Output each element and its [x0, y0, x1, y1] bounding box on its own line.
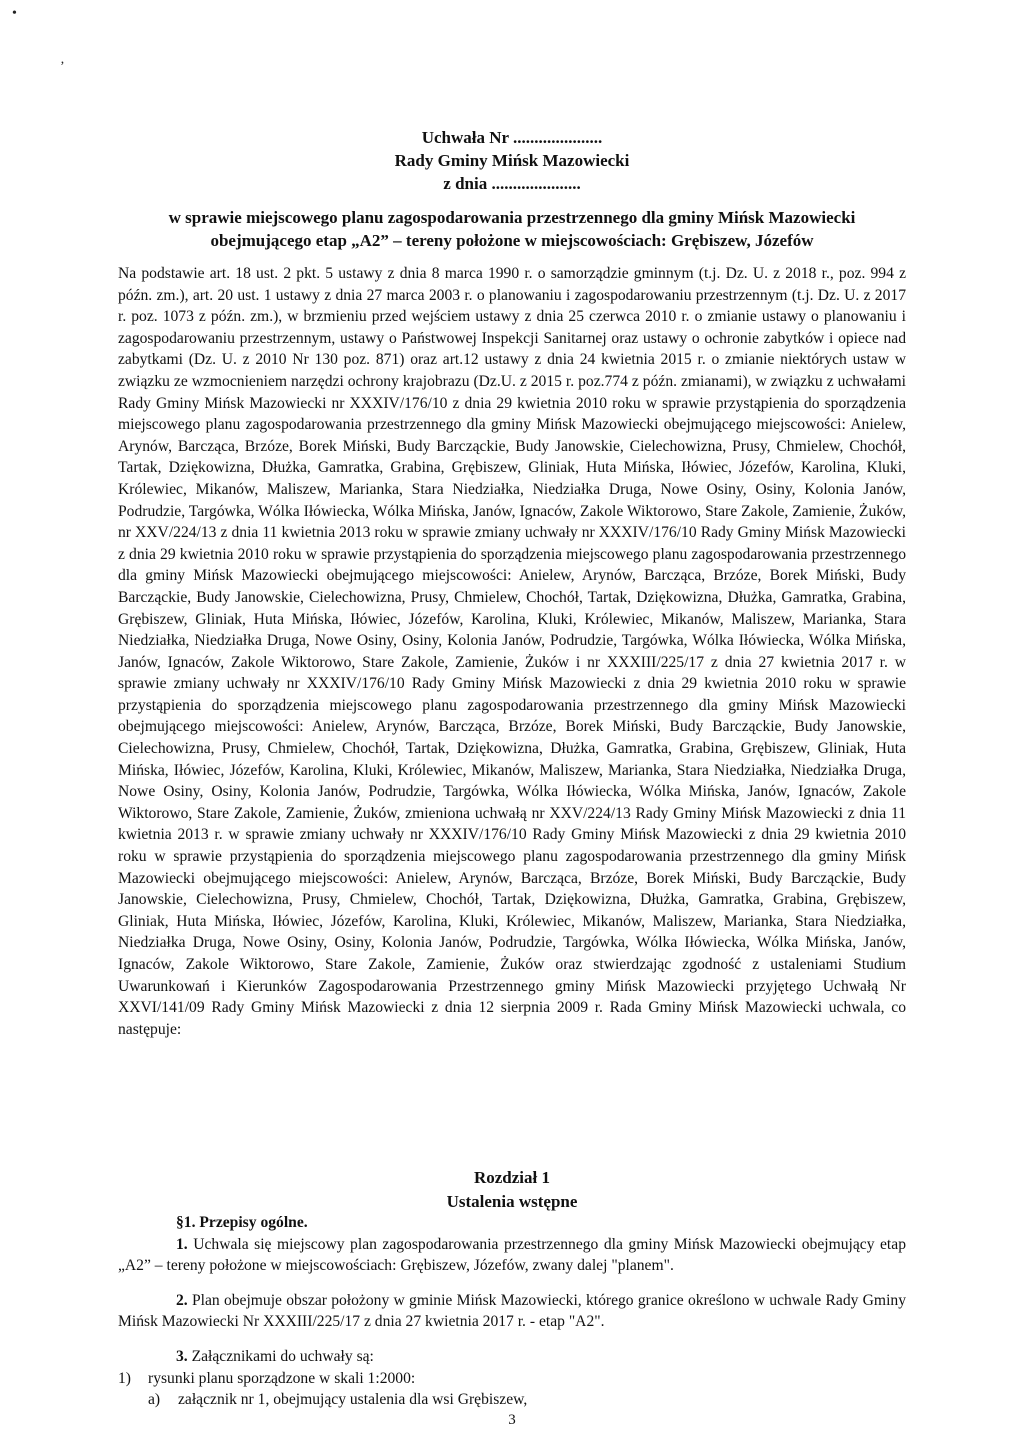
chapter-title: Rozdział 1: [473, 1168, 551, 1187]
page-number: 3: [508, 1412, 516, 1428]
section-1: [118, 1212, 906, 1411]
paragraph-1: [118, 1234, 906, 1277]
scan-mark: •: [12, 6, 17, 21]
council-name: Rady Gminy Mińsk Mazowiecki: [394, 151, 630, 170]
scan-mark: ‚: [60, 52, 65, 67]
preamble-text: Na podstawie art. 18 ust. 2 pkt. 5 ustawy z dnia 8 marca 1990 r. o samorządzie gminnym (t.j. Dz. U. z 2018 r., poz. 994 z późn. zm.), art. 20 ust. 1 ustawy z dnia 27 marca 2003 r. o planowaniu i zagospodarowaniu przestrzennym (t.j. Dz. U. z 2017 r. poz. 1073 z późn. zm.), w brzmieniu przed wejściem ustawy z dnia 25 czerwca 2010 r. o zmianie ustawy o planowaniu i zagospodarowaniu przestrzennym, ustawy o Państwowej Inspekcji Sanitarnej oraz ustawy o ochronie zabytków i opiece nad zabytkami (Dz. U. z 2010 Nr 130 poz. 871) oraz art.12 ustawy z dnia 24 kwietnia 2015 r. o zmianie niektórych ustaw w związku ze wzmocnieniem narzędzi ochrony krajobrazu (Dz.U. z 2015 r. poz.774 z późn. zmianami), w związku z uchwałami Rady Gminy Mińsk Mazowiecki nr XXXIV/176/10 z dnia 29 kwietnia 2010 roku w sprawie przystąpienia do sporządzenia miejscowego planu zagospodarowania przestrzennego dla gminy Mińsk Mazowiecki obejmującego miejscowości: Anielew, Arynów, Barcząca, Brzóze, Borek Miński, Budy Barcząckie, Budy Janowskie, Cielechowizna, Prusy, Chmielew, Chochół, Tartak, Dziękowizna, Dłużka, Gamratka, Grabina, Grębiszew, Gliniak, Huta Mińska, Iłówiec, Józefów, Karolina, Kluki, Królewiec, Mikanów, Maliszew, Marianka, Stara Niedziałka, Niedziałka Druga, Nowe Osiny, Osiny, Kolonia Janów, Podrudzie, Targówka, Wólka Iłówiecka, Wólka Mińska, Janów, Ignaców, Zakole Wiktorowo, Stare Zakole, Zamienie, Żuków, nr XXV/224/13 z dnia 11 kwietnia 2013 roku w sprawie zmiany uchwały nr XXXIV/176/10 Rady Gminy Mińsk Mazowiecki z dnia 29 kwietnia 2010 roku w sprawie przystąpienia do sporządzenia miejscowego planu zagospodarowania przestrzennego dla gminy Mińsk Mazowiecki obejmującego miejscowości: Anielew, Arynów, Barcząca, Brzóze, Borek Miński, Budy Barcząckie, Budy Janowskie, Cielechowizna, Prusy, Chmielew, Chochół, Tartak, Dziękowizna, Dłużka, Gamratka, Grabina, Grębiszew, Gliniak, Huta Mińska, Iłówiec, Józefów, Karolina, Kluki, Królewiec, Mikanów, Maliszew, Marianka, Stara Niedziałka, Niedziałka Druga, Nowe Osiny, Osiny, Kolonia Janów, Podrudzie, Targówka, Wólka Iłówiecka, Wólka Mińska, Janów, Ignaców, Zakole Wiktorowo, Stare Zakole, Zamienie, Żuków i nr XXXIII/225/17 z dnia 27 kwietnia 2017 r. w sprawie zmiany uchwały nr XXXIV/176/10 Rady Gminy Mińsk Mazowiecki z dnia 29 kwietnia 2010 roku w sprawie przystąpienia do sporządzenia miejscowego planu zagospodarowania przestrzennego dla gminy Mińsk Mazowiecki obejmującego miejscowości: Anielew, Arynów, Barcząca, Brzóze, Borek Miński, Budy Barcząckie, Budy Janowskie, Cielechowizna, Prusy, Chmielew, Chochół, Tartak, Dziękowizna, Dłużka, Gamratka, Grabina, Grębiszew, Gliniak, Huta Mińska, Iłówiec, Józefów, Karolina, Kluki, Królewiec, Mikanów, Maliszew, Marianka, Stara Niedziałka, Niedziałka Druga, Nowe Osiny, Osiny, Kolonia Janów, Podrudzie, Targówka, Wólka Iłówiecka, Wólka Mińska, Janów, Ignaców, Zakole Wiktorowo, Stare Zakole, Zamienie, Żuków, zmieniona uchwałą nr XXV/224/13 Rady Gminy Mińsk Mazowiecki z dnia 11 kwietnia 2013 r. w sprawie zmiany uchwały nr XXXIV/176/10 Rady Gminy Mińsk Mazowiecki z dnia 29 kwietnia 2010 roku w sprawie przystąpienia do sporządzenia miejscowego planu zagospodarowania przestrzennego dla gminy Mińsk Mazowiecki obejmującego miejscowości: Anielew, Arynów, Barcząca, Brzóze, Borek Miński, Budy Barcząckie, Budy Janowskie, Cielechowizna, Prusy, Chmielew, Chochół, Tartak, Dziękowizna, Dłużka, Gamratka, Grabina, Grębiszew, Gliniak, Huta Mińska, Iłówiec, Józefów, Karolina, Kluki, Królewiec, Mikanów, Maliszew, Marianka, Stara Niedziałka, Niedziałka Druga, Nowe Osiny, Osiny, Kolonia Janów, Podrudzie, Targówka, Wólka Iłówiecka, Wólka Mińska, Janów, Ignaców, Zakole Wiktorowo, Stare Zakole, Zamienie, Żuków oraz stwierdzając zgodność z ustaleniami Studium Uwarunkowań i Kierunków Zagospodarowania Przestrzennego gminy Mińsk Mazowiecki przyjętego Uchwałą Nr XXVI/141/09 Rady Gminy Mińsk Mazowiecki z dnia 12 sierpnia 2009 r. Rada Gminy Mińsk Mazowiecki uchwala, co następuje:: [118, 265, 906, 1038]
subject-line: obejmującego etap „A2” – tereny położone w miejscowościach: Grębiszew, Józefów: [210, 231, 814, 250]
resolution-number: Uchwała Nr .....................: [421, 128, 603, 147]
list-text: załącznik nr 1, obejmujący ustalenia dla wsi Grębiszew,: [178, 1391, 528, 1409]
subject-line: w sprawie miejscowego planu zagospodarowania przestrzennego dla gminy Mińsk Mazowiecki: [168, 208, 856, 227]
paragraph-number: 3.: [176, 1347, 188, 1365]
resolution-subject: [132, 206, 892, 252]
resolution-header: [0, 126, 1024, 195]
paragraph-number: 1.: [176, 1235, 188, 1253]
resolution-date: z dnia .....................: [443, 174, 581, 193]
paragraph-number: 2.: [176, 1291, 188, 1309]
paragraph-3: [118, 1346, 906, 1368]
paragraph-text: Załącznikami do uchwały są:: [187, 1347, 374, 1365]
list-number: 1): [118, 1369, 131, 1387]
list-item: [118, 1389, 906, 1411]
list-text: rysunki planu sporządzone w skali 1:2000:: [148, 1369, 416, 1387]
paragraph-text: Uchwala się miejscowy plan zagospodarowania przestrzennego dla gminy Mińsk Mazowiecki obejmujący etap „A2” – tereny położone w miejscowościach: Grębiszew, Józefów, zwany dalej "planem".: [118, 1235, 906, 1275]
list-item: [118, 1368, 906, 1390]
preamble: [118, 263, 906, 1040]
paragraph-text: Plan obejmuje obszar położony w gminie Mińsk Mazowiecki, którego granice określono w uchwale Rady Gminy Mińsk Mazowiecki Nr XXXIII/225/17 z dnia 27 kwietnia 2017 r. - etap "A2".: [118, 1291, 906, 1331]
chapter-subtitle: Ustalenia wstępne: [446, 1192, 578, 1211]
section-heading: §1. Przepisy ogólne.: [176, 1214, 308, 1231]
list-letter: a): [148, 1391, 161, 1409]
chapter-heading: [0, 1166, 1024, 1214]
paragraph-2: [118, 1290, 906, 1333]
